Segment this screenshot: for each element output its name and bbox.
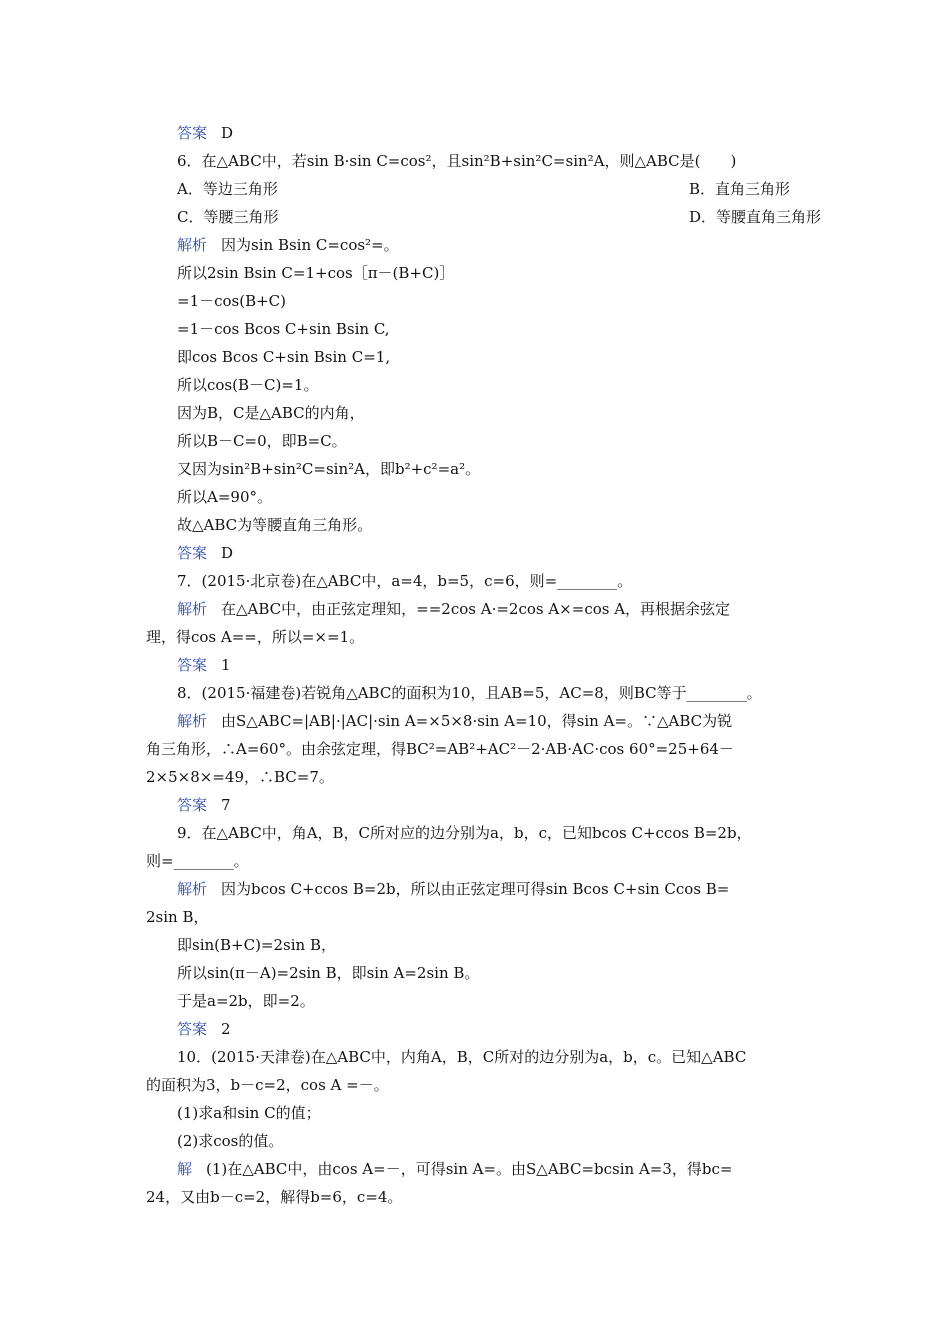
answer-value: D <box>221 124 234 142</box>
text-line: 即sin(B+C)=2sin B， <box>177 936 336 954</box>
solution-label: 解 <box>177 1160 193 1178</box>
sub-question-1: (1)求a和sin C的值； <box>177 1104 321 1122</box>
answer-line <box>177 543 841 563</box>
analysis-line <box>177 235 841 255</box>
answer-line <box>177 123 841 143</box>
text-line: 2sin B， <box>146 908 209 926</box>
text-line: 于是a=2b，即=2。 <box>177 992 315 1010</box>
analysis-line <box>177 879 841 899</box>
question-9: 9．在△ABC中，角A，B，C所对应的边分别为a，b，c，已知bcos C+ccos B=2b， <box>177 824 752 842</box>
text-line: 又因为sin²B+sin²C=sin²A，即b²+c²=a²。 <box>177 460 481 478</box>
option-b: B．直角三角形 <box>689 180 791 198</box>
text-line: 所以sin(π－A)=2sin B，即sin A=2sin B。 <box>177 964 480 982</box>
analysis-line <box>177 599 841 619</box>
text-line: 所以2sin Bsin C=1+cos［π－(B+C)］ <box>177 264 455 282</box>
answer-value: 7 <box>221 796 231 814</box>
solution-text: (1)在△ABC中，由cos A=－，可得sin A=。由S△ABC=bcsin A=3，得bc= <box>206 1160 733 1178</box>
options-row-2 <box>177 207 841 227</box>
answer-value: 1 <box>221 656 231 674</box>
question-10: 10．(2015·天津卷)在△ABC中，内角A，B，C所对的边分别为a，b，c。已知△ABC <box>177 1048 747 1066</box>
answer-label: 答案 <box>177 544 208 562</box>
question-8: 8．(2015·福建卷)若锐角△ABC的面积为10，且AB=5，AC=8，则BC等于________。 <box>177 684 762 702</box>
answer-label: 答案 <box>177 796 208 814</box>
option-c: C．等腰三角形 <box>177 208 279 226</box>
text-line: 所以A=90°。 <box>177 488 272 506</box>
text-line: 故△ABC为等腰直角三角形。 <box>177 516 373 534</box>
analysis-text: 因为bcos C+ccos B=2b，所以由正弦定理可得sin Bcos C+sin Ccos B= <box>221 880 730 898</box>
text-line: 因为B，C是△ABC的内角， <box>177 404 365 422</box>
analysis-text: 由S△ABC=|AB|·|AC|·sin A=×5×8·sin A=10，得sin A=。∵△ABC为锐 <box>221 712 733 730</box>
answer-label: 答案 <box>177 124 208 142</box>
option-a: A．等边三角形 <box>177 180 278 198</box>
answer-line <box>177 655 841 675</box>
text-line: 2×5×8×=49，∴BC=7。 <box>146 768 334 786</box>
text-line: 理，得cos A==，所以=×=1。 <box>146 628 365 646</box>
answer-line <box>177 1019 841 1039</box>
text-line: 则=________。 <box>146 852 249 870</box>
answer-value: D <box>221 544 234 562</box>
text-line: 所以cos(B－C)=1。 <box>177 376 319 394</box>
question-6: 6．在△ABC中，若sin B·sin C=cos²，且sin²B+sin²C=sin²A，则△ABC是( ) <box>177 152 737 170</box>
text-line: 的面积为3，b－c=2，cos A =－。 <box>146 1076 389 1094</box>
analysis-text: 在△ABC中，由正弦定理知，==2cos A·=2cos A×=cos A，再根据余弦定 <box>221 600 731 618</box>
analysis-label: 解析 <box>177 712 208 730</box>
analysis-text: 因为sin Bsin C=cos²=。 <box>221 236 399 254</box>
answer-value: 2 <box>221 1020 231 1038</box>
analysis-label: 解析 <box>177 236 208 254</box>
question-7: 7．(2015·北京卷)在△ABC中，a=4，b=5，c=6，则=________。 <box>177 572 633 590</box>
option-d: D．等腰直角三角形 <box>689 208 822 226</box>
answer-line <box>177 795 841 815</box>
analysis-label: 解析 <box>177 600 208 618</box>
text-line: 即cos Bcos C+sin Bsin C=1, <box>177 348 391 366</box>
analysis-label: 解析 <box>177 880 208 898</box>
answer-label: 答案 <box>177 656 208 674</box>
solution-line <box>177 1159 841 1179</box>
text-line: =1－cos Bcos C+sin Bsin C, <box>177 320 390 338</box>
analysis-line <box>177 711 841 731</box>
text-line: 所以B－C=0，即B=C。 <box>177 432 347 450</box>
text-line: =1－cos(B+C) <box>177 292 287 310</box>
text-line: 24，又由b－c=2，解得b=6，c=4。 <box>146 1188 403 1206</box>
text-line: 角三角形，∴A=60°。由余弦定理，得BC²=AB²+AC²－2·AB·AC·cos 60°=25+64－ <box>146 740 734 758</box>
sub-question-2: (2)求cos的值。 <box>177 1132 284 1150</box>
answer-label: 答案 <box>177 1020 208 1038</box>
options-row-1 <box>177 179 841 199</box>
